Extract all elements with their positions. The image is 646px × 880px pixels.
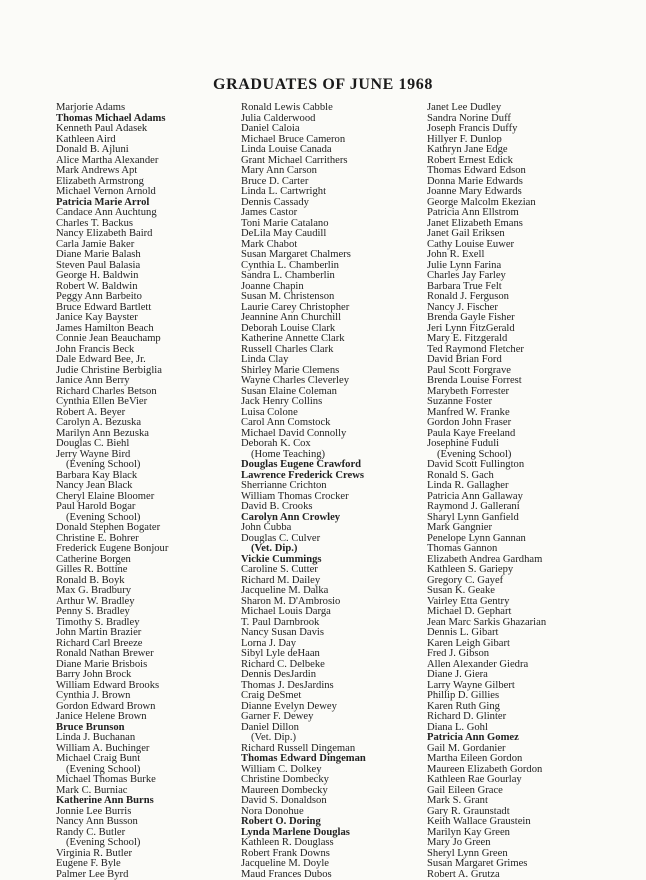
graduate-name: Randy C. Butler: [56, 828, 246, 839]
graduate-name: Marjorie Adams: [56, 103, 246, 114]
graduate-name: Penelope Lynn Gannan: [427, 534, 617, 545]
graduate-name: Richard Russell Dingeman: [241, 744, 431, 755]
graduate-name: James Hamilton Beach: [56, 324, 246, 335]
graduate-name: Penny S. Bradley: [56, 607, 246, 618]
graduate-name: Sherrianne Crichton: [241, 481, 431, 492]
graduate-name: Diane J. Giera: [427, 670, 617, 681]
graduate-name: Mark S. Grant: [427, 796, 617, 807]
graduate-name: Kathleen Aird: [56, 135, 246, 146]
graduate-name: Paul Harold Bogar: [56, 502, 246, 513]
graduate-name: Allen Alexander Giedra: [427, 660, 617, 671]
graduate-name: David Brian Ford: [427, 355, 617, 366]
graduate-name: John R. Exell: [427, 250, 617, 261]
graduate-name: Linda J. Buchanan: [56, 733, 246, 744]
graduate-name: Gordon John Fraser: [427, 418, 617, 429]
graduate-name: Suzanne Foster: [427, 397, 617, 408]
graduate-name: Thomas J. DesJardins: [241, 681, 431, 692]
graduate-name: Sheryl Lynn Green: [427, 849, 617, 860]
graduate-name: Gail Eileen Grace: [427, 786, 617, 797]
graduate-name: Virginia R. Butler: [56, 849, 246, 860]
graduate-name: Brenda Louise Forrest: [427, 376, 617, 387]
graduate-name: Bruce Brunson: [56, 723, 246, 734]
graduate-name: Russell Charles Clark: [241, 345, 431, 356]
graduate-name: Patricia Ann Ellstrom: [427, 208, 617, 219]
graduate-name: Brenda Gayle Fisher: [427, 313, 617, 324]
graduate-name: Kathleen S. Gariepy: [427, 565, 617, 576]
graduate-name: William Thomas Crocker: [241, 492, 431, 503]
graduate-name: Garner F. Dewey: [241, 712, 431, 723]
graduate-name: Manfred W. Franke: [427, 408, 617, 419]
graduate-name: Lawrence Frederick Crews: [241, 471, 431, 482]
graduate-name: David Scott Fullington: [427, 460, 617, 471]
graduate-name: Grant Michael Carrithers: [241, 156, 431, 167]
graduate-name: Jonnie Lee Burris: [56, 807, 246, 818]
graduate-name: Jerry Wayne Bird: [56, 450, 246, 461]
graduates-column-2: [241, 103, 431, 880]
graduate-name: Candace Ann Auchtung: [56, 208, 246, 219]
graduate-name: Robert O. Doring: [241, 817, 431, 828]
graduate-name: Sharon M. D'Ambrosio: [241, 597, 431, 608]
graduate-name: Nora Donohue: [241, 807, 431, 818]
graduate-name: Robert A. Beyer: [56, 408, 246, 419]
graduate-name: Ronald B. Boyk: [56, 576, 246, 587]
graduate-name: Mark Chabot: [241, 240, 431, 251]
graduate-name: James Castor: [241, 208, 431, 219]
graduate-name: Diana L. Gohl: [427, 723, 617, 734]
graduate-name: Maud Frances Dubos: [241, 870, 431, 880]
graduate-name: Barbara Kay Black: [56, 471, 246, 482]
graduate-name: Michael David Connolly: [241, 429, 431, 440]
graduate-name: Cynthia L. Chamberlin: [241, 261, 431, 272]
graduate-name: Michael Bruce Cameron: [241, 135, 431, 146]
graduate-name: Larry Wayne Gilbert: [427, 681, 617, 692]
graduate-name: Jacqueline M. Dalka: [241, 586, 431, 597]
graduate-name: Lorna J. Day: [241, 639, 431, 650]
graduate-name: Michael Craig Bunt: [56, 754, 246, 765]
graduate-name: Jean Marc Sarkis Ghazarian: [427, 618, 617, 629]
graduate-name: Diane Marie Brisbois: [56, 660, 246, 671]
graduate-name: Elizabeth Armstrong: [56, 177, 246, 188]
graduate-name: Patricia Marie Arrol: [56, 198, 246, 209]
graduate-name: Robert Frank Downs: [241, 849, 431, 860]
graduate-name: William Edward Brooks: [56, 681, 246, 692]
graduate-name: Craig DeSmet: [241, 691, 431, 702]
graduate-name: Charles T. Backus: [56, 219, 246, 230]
graduate-name: Richard C. Delbeke: [241, 660, 431, 671]
graduate-name: Bruce D. Carter: [241, 177, 431, 188]
graduate-name: Mary E. Fitzgerald: [427, 334, 617, 345]
graduate-name: Christine Dombecky: [241, 775, 431, 786]
graduate-name: Gail M. Gordanier: [427, 744, 617, 755]
graduate-name: Raymond J. Gallerani: [427, 502, 617, 513]
graduate-name: Ronald Nathan Brewer: [56, 649, 246, 660]
graduate-name: Richard M. Dailey: [241, 576, 431, 587]
graduate-note: (Evening School): [56, 838, 246, 849]
graduate-name: Peggy Ann Barbeito: [56, 292, 246, 303]
graduate-name: Thomas Gannon: [427, 544, 617, 555]
graduate-name: Michael D. Gephart: [427, 607, 617, 618]
graduate-name: Linda Louise Canada: [241, 145, 431, 156]
graduate-name: David S. Donaldson: [241, 796, 431, 807]
graduate-name: Janet Elizabeth Emans: [427, 219, 617, 230]
graduate-name: Barry John Brock: [56, 670, 246, 681]
graduate-name: Thomas Edward Edson: [427, 166, 617, 177]
graduate-name: Donna Marie Edwards: [427, 177, 617, 188]
graduate-name: Marilyn Ann Bezuska: [56, 429, 246, 440]
graduate-name: Cheryl Elaine Bloomer: [56, 492, 246, 503]
graduate-name: Janice Kay Bayster: [56, 313, 246, 324]
graduate-name: Christine E. Bohrer: [56, 534, 246, 545]
graduate-name: Kathryn Jane Edge: [427, 145, 617, 156]
graduate-name: Richard Carl Breeze: [56, 639, 246, 650]
graduate-name: Bruce Edward Bartlett: [56, 303, 246, 314]
graduate-name: Gilles R. Bottine: [56, 565, 246, 576]
graduate-name: Julia Calderwood: [241, 114, 431, 125]
graduate-name: Cynthia J. Brown: [56, 691, 246, 702]
graduate-name: Cynthia Ellen BeVier: [56, 397, 246, 408]
graduate-note: (Evening School): [56, 765, 246, 776]
graduate-name: Maureen Elizabeth Gordon: [427, 765, 617, 776]
graduate-name: Marybeth Forrester: [427, 387, 617, 398]
graduate-name: Joseph Francis Duffy: [427, 124, 617, 135]
graduates-column-3: [427, 103, 617, 880]
graduate-name: Daniel Dillon: [241, 723, 431, 734]
graduate-name: Janet Lee Dudley: [427, 103, 617, 114]
graduate-name: Jacqueline M. Doyle: [241, 859, 431, 870]
graduate-name: Donald B. Ajluni: [56, 145, 246, 156]
graduate-name: Robert W. Baldwin: [56, 282, 246, 293]
graduate-name: Charles Jay Farley: [427, 271, 617, 282]
graduate-name: Katherine Annette Clark: [241, 334, 431, 345]
graduate-name: Toni Marie Catalano: [241, 219, 431, 230]
graduate-name: Deborah K. Cox: [241, 439, 431, 450]
graduate-name: Dennis Cassady: [241, 198, 431, 209]
graduate-name: Phillip D. Gillies: [427, 691, 617, 702]
graduate-name: Eugene F. Byle: [56, 859, 246, 870]
graduate-name: Janice Ann Berry: [56, 376, 246, 387]
graduate-name: Gordon Edward Brown: [56, 702, 246, 713]
graduate-name: George Malcolm Ekezian: [427, 198, 617, 209]
graduate-name: Deborah Louise Clark: [241, 324, 431, 335]
graduate-name: Martha Eileen Gordon: [427, 754, 617, 765]
graduate-name: David B. Crooks: [241, 502, 431, 513]
graduate-name: Douglas C. Culver: [241, 534, 431, 545]
graduate-name: Gary R. Graunstadt: [427, 807, 617, 818]
graduate-name: William C. Dolkey: [241, 765, 431, 776]
graduates-column-1: [56, 103, 246, 880]
graduate-name: Linda L. Cartwright: [241, 187, 431, 198]
graduate-name: Nancy Jean Black: [56, 481, 246, 492]
graduate-name: Sandra L. Chamberlin: [241, 271, 431, 282]
graduate-name: Sandra Norine Duff: [427, 114, 617, 125]
graduate-note: (Home Teaching): [241, 450, 431, 461]
graduate-name: Patricia Ann Gomez: [427, 733, 617, 744]
graduate-name: Catherine Borgen: [56, 555, 246, 566]
graduate-name: Michael Vernon Arnold: [56, 187, 246, 198]
graduate-name: Katherine Ann Burns: [56, 796, 246, 807]
graduate-name: Douglas Eugene Crawford: [241, 460, 431, 471]
graduate-name: William A. Buchinger: [56, 744, 246, 755]
graduate-name: Thomas Michael Adams: [56, 114, 246, 125]
graduate-name: Jeri Lynn FitzGerald: [427, 324, 617, 335]
graduate-name: Ted Raymond Fletcher: [427, 345, 617, 356]
graduate-name: Diane Marie Balash: [56, 250, 246, 261]
graduate-name: Nancy Elizabeth Baird: [56, 229, 246, 240]
graduate-name: Elizabeth Andrea Gardham: [427, 555, 617, 566]
graduate-name: Thomas Edward Dingeman: [241, 754, 431, 765]
graduate-name: Joanne Chapin: [241, 282, 431, 293]
graduate-name: Mary Ann Carson: [241, 166, 431, 177]
graduate-name: Maureen Dombecky: [241, 786, 431, 797]
graduate-name: Richard D. Glinter: [427, 712, 617, 723]
graduate-name: Jack Henry Collins: [241, 397, 431, 408]
graduate-name: Susan Margaret Grimes: [427, 859, 617, 870]
graduate-name: Kathleen Rae Gourlay: [427, 775, 617, 786]
graduate-name: Carolyn A. Bezuska: [56, 418, 246, 429]
graduate-name: Susan Elaine Coleman: [241, 387, 431, 398]
graduate-name: Marilyn Kay Green: [427, 828, 617, 839]
graduate-name: John Cubba: [241, 523, 431, 534]
graduate-name: Ronald J. Ferguson: [427, 292, 617, 303]
graduate-name: Nancy J. Fischer: [427, 303, 617, 314]
graduate-name: Donald Stephen Bogater: [56, 523, 246, 534]
page-title: GRADUATES OF JUNE 1968: [0, 76, 646, 94]
graduate-name: Dennis L. Gibart: [427, 628, 617, 639]
graduate-name: Kenneth Paul Adasek: [56, 124, 246, 135]
graduate-name: Steven Paul Balasia: [56, 261, 246, 272]
graduate-name: Paula Kaye Freeland: [427, 429, 617, 440]
graduate-name: Douglas C. Biehl: [56, 439, 246, 450]
graduate-name: Josephine Fuduli: [427, 439, 617, 450]
graduate-name: Michael Louis Darga: [241, 607, 431, 618]
graduate-name: Robert A. Grutza: [427, 870, 617, 880]
graduate-name: George H. Baldwin: [56, 271, 246, 282]
graduate-name: Keith Wallace Graustein: [427, 817, 617, 828]
graduate-name: DeLila May Caudill: [241, 229, 431, 240]
graduate-name: Barbara True Felt: [427, 282, 617, 293]
graduate-name: Dale Edward Bee, Jr.: [56, 355, 246, 366]
graduate-name: Cathy Louise Euwer: [427, 240, 617, 251]
graduate-name: Hillyer F. Dunlop: [427, 135, 617, 146]
graduate-name: Vickie Cummings: [241, 555, 431, 566]
graduate-name: Joanne Mary Edwards: [427, 187, 617, 198]
graduate-name: John Martin Brazier: [56, 628, 246, 639]
graduate-name: Nancy Ann Busson: [56, 817, 246, 828]
graduate-name: Laurie Carey Christopher: [241, 303, 431, 314]
graduate-name: Karen Leigh Gibart: [427, 639, 617, 650]
graduate-name: Mark Gangnier: [427, 523, 617, 534]
graduate-name: T. Paul Darnbrook: [241, 618, 431, 629]
graduate-name: Timothy S. Bradley: [56, 618, 246, 629]
graduate-note: (Evening School): [427, 450, 617, 461]
graduate-name: Ronald S. Gach: [427, 471, 617, 482]
graduate-name: Carolyn Ann Crowley: [241, 513, 431, 524]
graduate-name: Dianne Evelyn Dewey: [241, 702, 431, 713]
graduate-name: Nancy Susan Davis: [241, 628, 431, 639]
graduate-name: Lynda Marlene Douglas: [241, 828, 431, 839]
graduate-name: Connie Jean Beauchamp: [56, 334, 246, 345]
graduate-name: Wayne Charles Cleverley: [241, 376, 431, 387]
graduate-name: Palmer Lee Byrd: [56, 870, 246, 880]
graduate-name: Susan M. Christenson: [241, 292, 431, 303]
graduate-name: Mary Jo Green: [427, 838, 617, 849]
graduate-name: Arthur W. Bradley: [56, 597, 246, 608]
graduate-name: Michael Thomas Burke: [56, 775, 246, 786]
graduate-name: Richard Charles Betson: [56, 387, 246, 398]
graduate-name: Patricia Ann Gallaway: [427, 492, 617, 503]
graduate-name: Janet Gail Eriksen: [427, 229, 617, 240]
graduate-name: Robert Ernest Edick: [427, 156, 617, 167]
graduate-name: Frederick Eugene Bonjour: [56, 544, 246, 555]
graduate-name: Dennis DesJardin: [241, 670, 431, 681]
graduate-name: Gregory C. Gayef: [427, 576, 617, 587]
graduate-name: Fred J. Gibson: [427, 649, 617, 660]
graduate-name: Luisa Colone: [241, 408, 431, 419]
graduate-name: Jeannine Ann Churchill: [241, 313, 431, 324]
graduate-name: Vairley Etta Gentry: [427, 597, 617, 608]
graduate-name: Judie Christine Berbiglia: [56, 366, 246, 377]
graduate-name: Carol Ann Comstock: [241, 418, 431, 429]
graduate-name: John Francis Beck: [56, 345, 246, 356]
graduate-name: Mark C. Burniac: [56, 786, 246, 797]
graduate-name: Sharyl Lynn Ganfield: [427, 513, 617, 524]
graduate-note: (Evening School): [56, 460, 246, 471]
graduate-name: Linda R. Gallagher: [427, 481, 617, 492]
graduate-name: Caroline S. Cutter: [241, 565, 431, 576]
graduate-name: Karen Ruth Ging: [427, 702, 617, 713]
graduate-name: Mark Andrews Apt: [56, 166, 246, 177]
graduate-name: Sibyl Lyle deHaan: [241, 649, 431, 660]
graduate-name: Susan Margaret Chalmers: [241, 250, 431, 261]
graduate-name: Susan K. Geake: [427, 586, 617, 597]
graduate-name: Daniel Caloia: [241, 124, 431, 135]
graduate-name: Alice Martha Alexander: [56, 156, 246, 167]
graduate-note: (Vet. Dip.): [241, 733, 431, 744]
graduate-note: (Evening School): [56, 513, 246, 524]
graduate-name: Julie Lynn Farina: [427, 261, 617, 272]
graduate-name: Linda Clay: [241, 355, 431, 366]
graduate-name: Ronald Lewis Cabble: [241, 103, 431, 114]
graduate-name: Paul Scott Forgrave: [427, 366, 617, 377]
graduate-note: (Vet. Dip.): [241, 544, 431, 555]
graduate-name: Shirley Marie Clemens: [241, 366, 431, 377]
graduate-name: Janice Helene Brown: [56, 712, 246, 723]
graduate-name: Kathleen R. Douglass: [241, 838, 431, 849]
graduate-name: Carla Jamie Baker: [56, 240, 246, 251]
graduate-name: Max G. Bradbury: [56, 586, 246, 597]
